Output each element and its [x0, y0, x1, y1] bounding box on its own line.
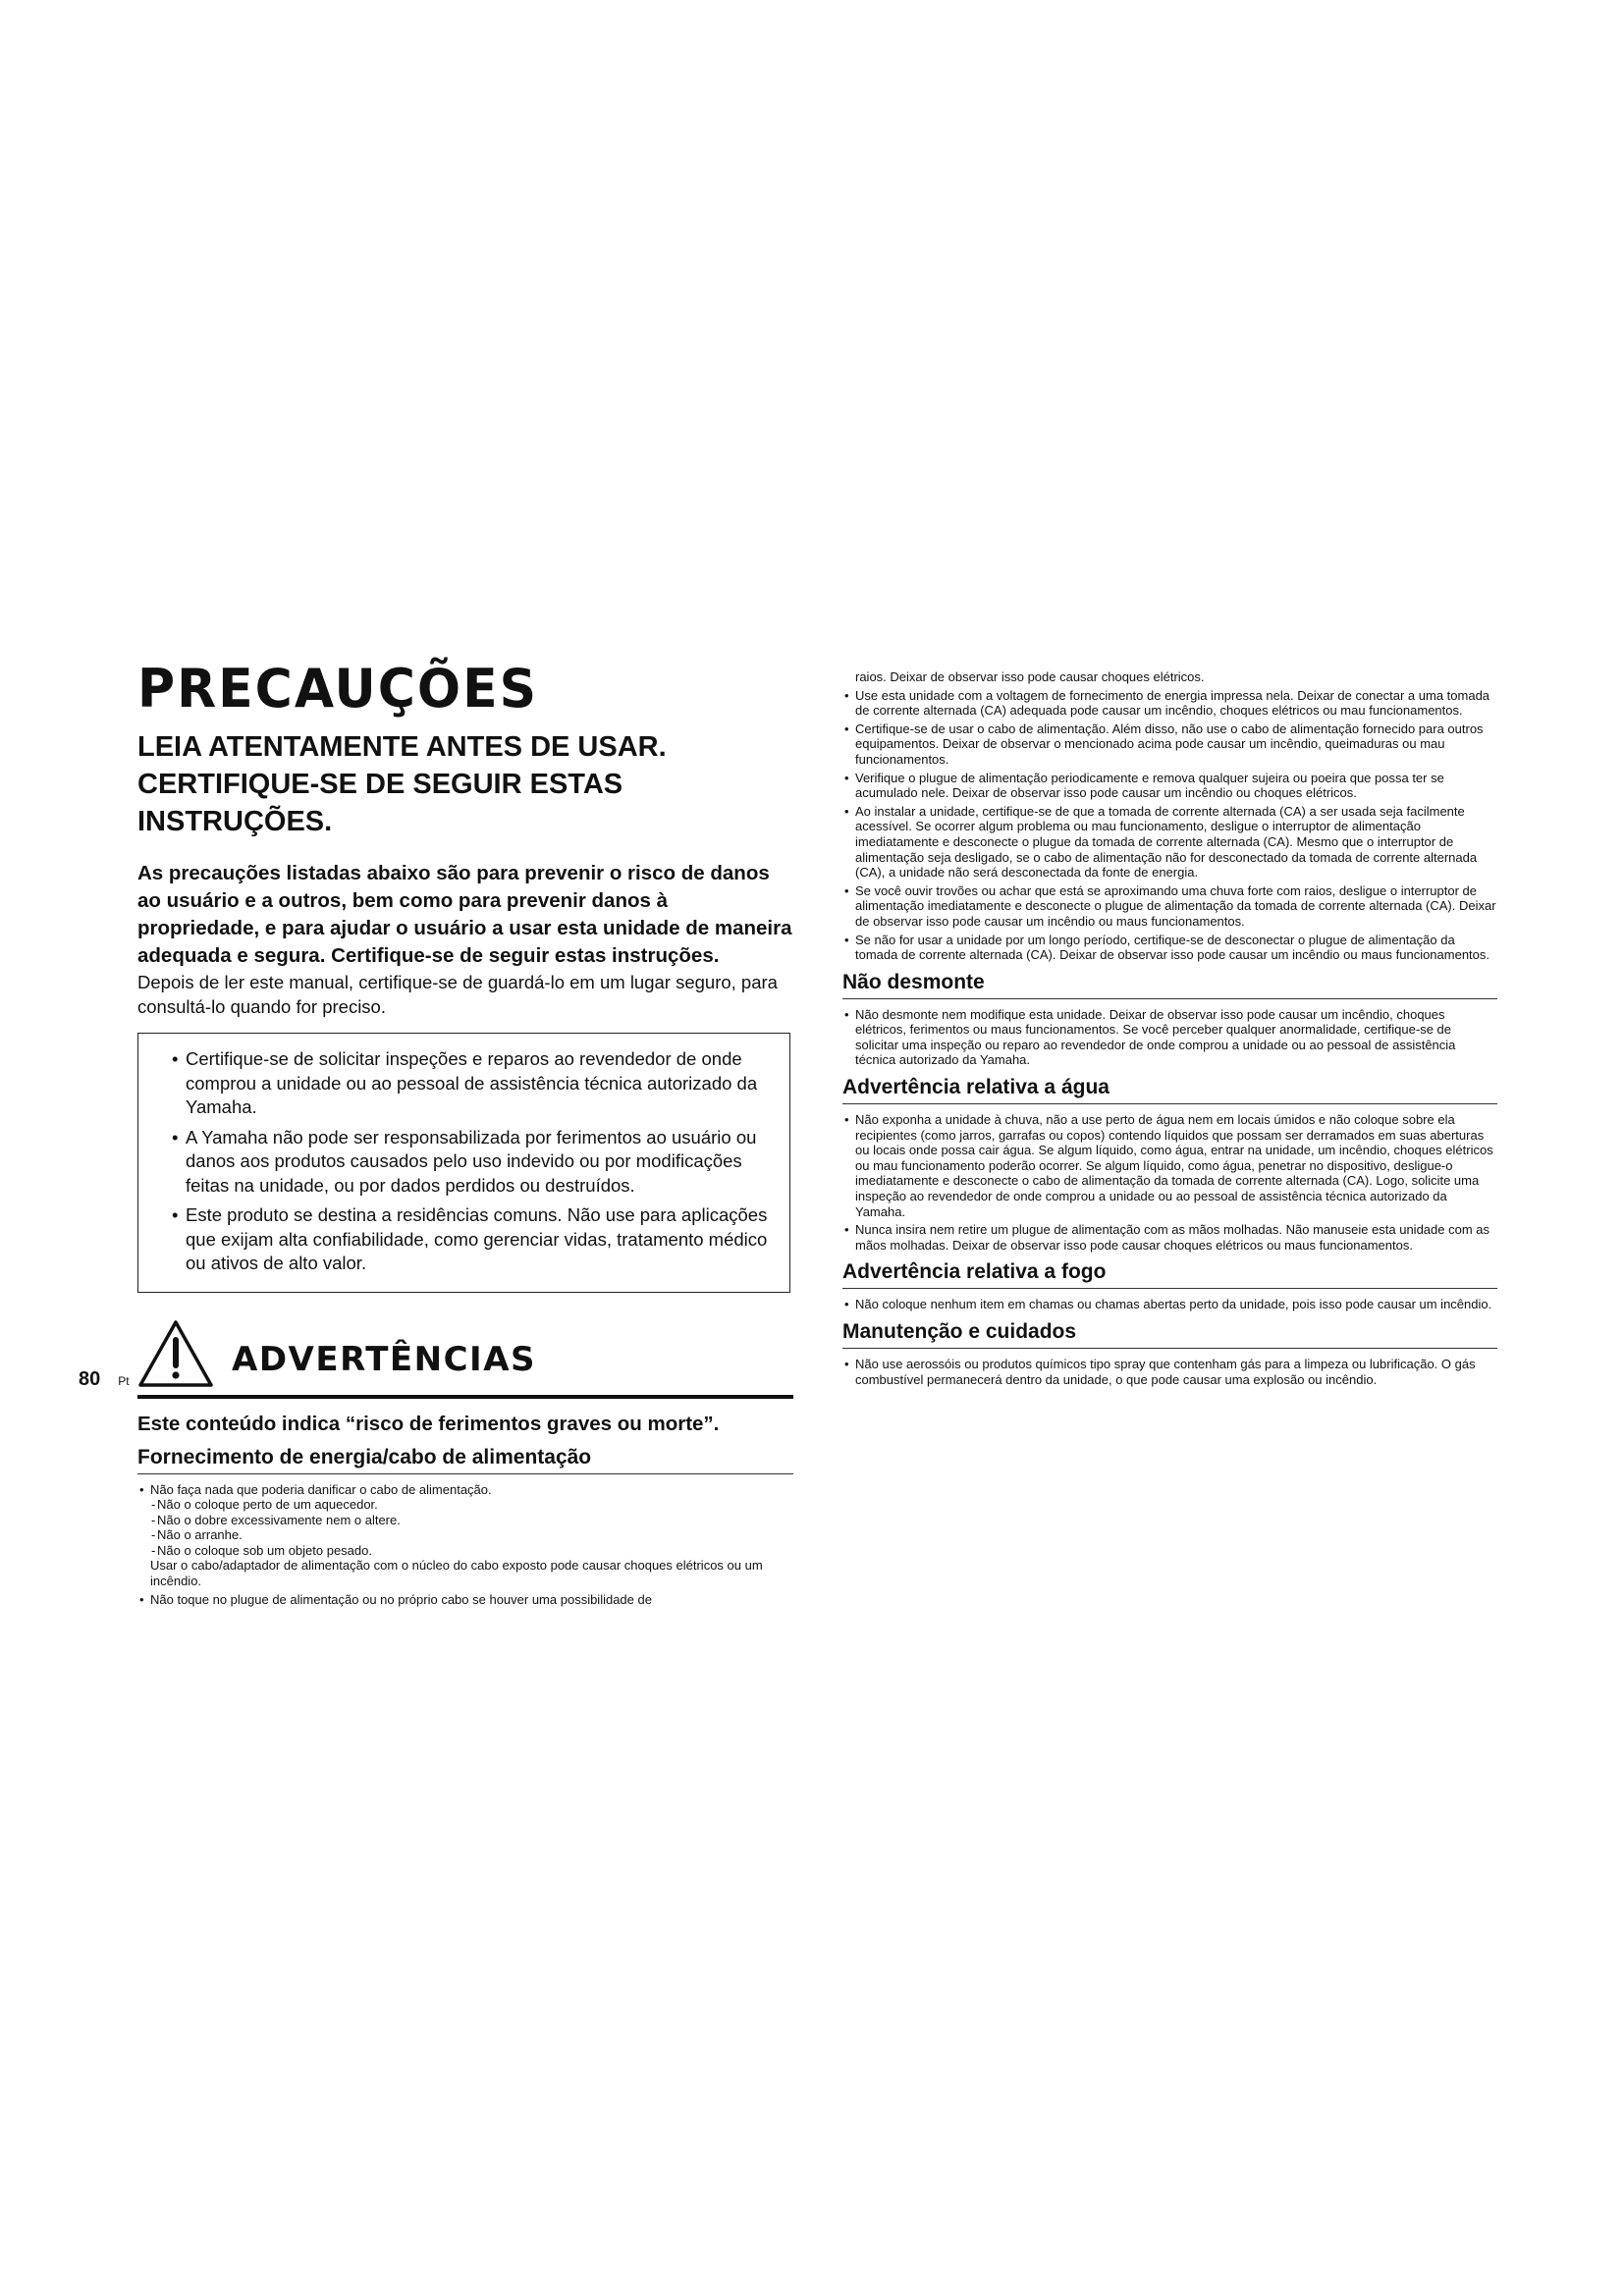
list-item: • Verifique o plugue de alimentação periodicamente e remova qualquer sujeira ou poeira que possa ter se acumulado nele. Deixar de observar isso pode causar um incêndio ou choques elétricos.	[842, 771, 1497, 801]
warning-triangle-icon	[137, 1318, 214, 1389]
section-title-disassemble: Não desmonte	[842, 969, 1497, 999]
subtitle-line: CERTIFIQUE-SE DE SEGUIR ESTAS	[137, 769, 623, 800]
subtitle-line: INSTRUÇÕES.	[137, 806, 333, 837]
list-sub-item: - Não o coloque perto de um aquecedor.	[137, 1497, 793, 1513]
warning-title: ADVERTÊNCIAS	[232, 1339, 537, 1379]
page-subtitle	[137, 728, 793, 840]
list-sub-item: - Não o coloque sob um objeto pesado.	[137, 1543, 793, 1559]
intro-bold-text: As precauções listadas abaixo são para prevenir o risco de danos ao usuário e a outros, bem como para prevenir danos à propriedade, e para ajudar o usuário a usar esta unidade de maneira adequada e segura. Certifique-se de seguir estas instruções.	[137, 862, 792, 967]
list-item: • Não toque no plugue de alimentação ou no próprio cabo se houver uma possibilidade de	[137, 1592, 793, 1608]
water-list	[842, 1112, 1497, 1253]
language-code: Pt	[118, 1374, 130, 1388]
section-title-water: Advertência relativa a água	[842, 1074, 1497, 1104]
warning-divider	[137, 1395, 793, 1399]
right-column	[842, 669, 1497, 1390]
intro-text: Depois de ler este manual, certifique-se de guardá-lo em um lugar seguro, para consultá-lo quando for preciso.	[137, 972, 778, 1017]
list-item: • Use esta unidade com a voltagem de fornecimento de energia impressa nela. Deixar de conectar a uma tomada de corrente alternada (CA) adequada pode causar um incêndio, choques elétricos ou mau funcionamentos.	[842, 688, 1497, 719]
notice-item: • A Yamaha não pode ser responsabilizada por ferimentos ao usuário ou danos aos produtos causados pelo uso indevido ou por modificações feitas na unidade, ou por dados perdidos ou destruídos.	[166, 1126, 772, 1199]
notice-list	[166, 1047, 772, 1276]
warning-header	[137, 1318, 793, 1389]
notice-item: • Este produto se destina a residências comuns. Não use para aplicações que exijam alta confiabilidade, como gerenciar vidas, tratamento médico ou ativos de alto valor.	[166, 1203, 772, 1276]
list-item: • Nunca insira nem retire um plugue de alimentação com as mãos molhadas. Não manuseie esta unidade com as mãos molhadas. Deixar de observar isso pode causar choques elétricos ou maus funcionamentos.	[842, 1222, 1497, 1253]
list-item: • Certifique-se de usar o cabo de alimentação. Além disso, não use o cabo de alimentação fornecido para outros equipamentos. Deixar de observar o mencionado acima pode causar um incêndio, queimaduras ou mau funcionamentos.	[842, 721, 1497, 768]
list-item: • Se você ouvir trovões ou achar que está se aproximando uma chuva forte com raios, desligue o interruptor de alimentação imediatamente e desconecte o plugue de alimentação da tomada de corrente alternada (CA). Deixar de observar isso pode causar um incêndio ou maus funcionamentos.	[842, 883, 1497, 930]
list-item: • Não faça nada que poderia danificar o cabo de alimentação.	[137, 1482, 793, 1498]
list-item: • Não exponha a unidade à chuva, não a use perto de água nem em locais úmidos e não coloque sobre ela recipientes (como jarros, garrafas ou copos) contendo líquidos que possam ser derramados em suas aberturas ou locais onde possa cair água. Se algum líquido, como água, entrar na unidade, um incêndio, choques elétricos ou mau funcionamento poderão ocorrer. Se algum líquido, como água, penetrar no dispositivo, desligue-o imediatamente e desconecte o cabo de alimentação da tomada de corrente alternada (CA). Logo, solicite uma inspeção ao revendedor de onde comprou a unidade ou ao pessoal de assistência técnica autorizado da Yamaha.	[842, 1112, 1497, 1219]
list-item: • Não coloque nenhum item em chamas ou chamas abertas perto da unidade, pois isso pode causar um incêndio.	[842, 1297, 1497, 1312]
notice-box	[137, 1033, 790, 1293]
section-title-maintenance: Manutenção e cuidados	[842, 1318, 1497, 1349]
power-list-continued	[842, 688, 1497, 963]
list-item-continuation: Usar o cabo/adaptador de alimentação com o núcleo do cabo exposto pode causar choques elétricos ou um incêndio.	[150, 1558, 763, 1589]
list-item: • Não use aerossóis ou produtos químicos tipo spray que contenham gás para a limpeza ou lubrificação. O gás combustível permanecerá dentro da unidade, o que pode causar uma explosão ou incêndio.	[842, 1357, 1497, 1387]
subtitle-line: LEIA ATENTAMENTE ANTES DE USAR.	[137, 731, 667, 763]
continued-text: raios. Deixar de observar isso pode causar choques elétricos.	[855, 669, 1205, 684]
maintenance-list	[842, 1357, 1497, 1387]
list-sub-item: - Não o arranhe.	[137, 1527, 793, 1543]
notice-item: • Certifique-se de solicitar inspeções e reparos ao revendedor de onde comprou a unidade ou ao pessoal de assistência técnica autorizado da Yamaha.	[166, 1047, 772, 1120]
section-title-fire: Advertência relativa a fogo	[842, 1258, 1497, 1289]
warning-description: Este conteúdo indica “risco de ferimentos graves ou morte”.	[137, 1412, 720, 1435]
list-item: • Ao instalar a unidade, certifique-se de que a tomada de corrente alternada (CA) a ser usada seja facilmente acessível. Se ocorrer algum problema ou mau funcionamento, desligue o interruptor de alimentação imediatamente e desconecte o plugue da tomada de corrente alternada (CA). Mesmo que o interruptor de alimentação seja desligado, se o cabo de alimentação não for desconectado da tomada de corrente alternada (CA), a unidade não será desconectada da fonte de energia.	[842, 804, 1497, 881]
page-number: 80	[79, 1368, 101, 1390]
left-column	[137, 660, 793, 1610]
power-list	[137, 1482, 793, 1608]
fire-list	[842, 1297, 1497, 1312]
section-title-power: Fornecimento de energia/cabo de alimentação	[137, 1444, 793, 1474]
page-title: PRECAUÇÕES	[137, 658, 539, 721]
list-item: • Não desmonte nem modifique esta unidade. Deixar de observar isso pode causar um incêndio, choques elétricos, ferimentos ou maus funcionamentos. Se você perceber qualquer anormalidade, certifique-se de solicitar uma inspeção ou reparo ao revendedor de onde comprou a unidade ou ao pessoal de assistência técnica autorizado da Yamaha.	[842, 1007, 1497, 1068]
page-footer	[79, 1368, 130, 1391]
disassemble-list	[842, 1007, 1497, 1068]
list-sub-item: - Não o dobre excessivamente nem o altere.	[137, 1513, 793, 1528]
list-item: • Se não for usar a unidade por um longo período, certifique-se de desconectar o plugue de alimentação da tomada de corrente alternada (CA). Deixar de observar isso pode causar um incêndio ou maus funcionamentos.	[842, 933, 1497, 963]
